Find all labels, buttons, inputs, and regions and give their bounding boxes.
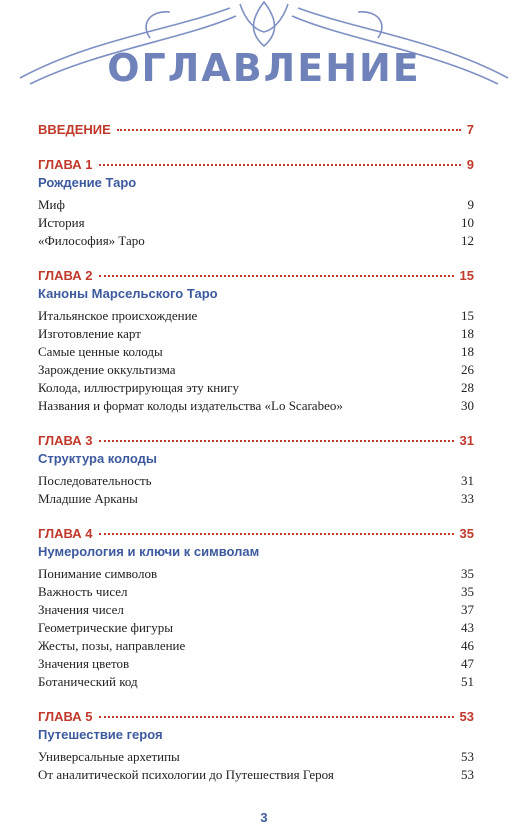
entry-page: 28 [461,380,474,395]
toc-entry[interactable] [38,472,474,490]
page-title: ОГЛАВЛЕНИЕ [107,46,421,90]
chapter-heading[interactable] [38,268,474,283]
chapter-subtitle: Путешествие героя [38,727,163,742]
entry-page: 53 [461,767,474,782]
dot-leader [117,129,461,131]
toc-entry[interactable] [38,379,474,397]
toc-entry[interactable] [38,655,474,673]
entry-title: Значения чисел [38,602,124,617]
toc-entry[interactable] [38,196,474,214]
chapter-heading[interactable] [38,157,474,172]
entry-title: Названия и формат колоды издательства «Lo Scarabeo» [38,398,343,413]
entry-page: 10 [461,215,474,230]
entry-title: Значения цветов [38,656,130,671]
dot-leader [99,164,461,166]
toc-entry[interactable] [38,673,474,691]
entry-title: Жесты, позы, направление [38,638,186,653]
chapter-subtitle: Каноны Марсельского Таро [38,286,218,301]
toc-chapter-1 [38,157,474,250]
toc-entry[interactable] [38,766,474,784]
toc-chapter-5 [38,709,474,784]
chapter-page: 31 [459,433,474,448]
chapter-subtitle: Нумерология и ключи к символам [38,544,260,559]
toc-entry[interactable] [38,361,474,379]
entry-title: Миф [38,197,65,212]
intro-page: 7 [466,122,474,137]
chapter-page: 35 [459,526,474,541]
entry-page: 18 [461,326,474,341]
entry-title: Геометрические фигуры [38,620,173,635]
entry-page: 35 [461,584,474,599]
intro-label: ВВЕДЕНИЕ [38,122,111,137]
entry-title: Младшие Арканы [38,491,138,506]
toc-entry[interactable] [38,214,474,232]
dot-leader [99,533,454,535]
toc-entry[interactable] [38,397,474,415]
chapter-page: 15 [459,268,474,283]
toc-entry[interactable] [38,619,474,637]
entry-page: 51 [461,674,474,689]
chapter-heading[interactable] [38,433,474,448]
toc-entry[interactable] [38,232,474,250]
entry-page: 18 [461,344,474,359]
chapter-heading[interactable] [38,526,474,541]
intro-heading[interactable] [38,122,474,137]
chapter-subtitle: Структура колоды [38,451,157,466]
toc-entry[interactable] [38,637,474,655]
dot-leader [99,275,454,277]
entry-page: 30 [461,398,474,413]
entry-page: 35 [461,566,474,581]
toc-entry[interactable] [38,325,474,343]
toc-entry[interactable] [38,490,474,508]
entry-title: Последовательность [38,473,152,488]
toc-chapter-3 [38,433,474,508]
entry-title: Важность чисел [38,584,128,599]
entry-page: 33 [461,491,474,506]
entry-title: История [38,215,85,230]
entry-page: 9 [467,197,474,212]
chapter-heading[interactable] [38,709,474,724]
entry-page: 53 [461,749,474,764]
toc-intro [38,122,474,137]
entry-title: От аналитической психологии до Путешествия Героя [38,767,334,782]
entry-page: 12 [461,233,474,248]
entry-page: 47 [461,656,474,671]
entry-title: Универсальные архетипы [38,749,180,764]
toc-entry[interactable] [38,748,474,766]
entry-title: Ботанический код [38,674,138,689]
entry-title: Колода, иллюстрирующая эту книгу [38,380,240,395]
entry-page: 31 [461,473,474,488]
toc-entry[interactable] [38,601,474,619]
chapter-subtitle: Рождение Таро [38,175,137,190]
toc-entry[interactable] [38,583,474,601]
entry-page: 37 [461,602,474,617]
page-number: 3 [260,810,268,825]
toc-chapter-2 [38,268,474,415]
chapter-label: ГЛАВА 2 [38,268,93,283]
chapter-page: 9 [466,157,474,172]
toc-entry[interactable] [38,565,474,583]
chapter-label: ГЛАВА 1 [38,157,93,172]
entry-page: 46 [461,638,474,653]
entry-title: Итальянское происхождение [38,308,198,323]
entry-page: 15 [461,308,474,323]
chapter-label: ГЛАВА 3 [38,433,93,448]
table-of-contents [38,122,474,802]
entry-title: Зарождение оккультизма [38,362,176,377]
toc-entry[interactable] [38,343,474,361]
entry-title: Понимание символов [38,566,158,581]
entry-page: 43 [461,620,474,635]
entry-page: 26 [461,362,474,377]
dot-leader [99,440,454,442]
chapter-page: 53 [459,709,474,724]
dot-leader [99,716,454,718]
chapter-label: ГЛАВА 4 [38,526,93,541]
toc-entry[interactable] [38,307,474,325]
chapter-label: ГЛАВА 5 [38,709,93,724]
toc-chapter-4 [38,526,474,691]
entry-title: Изготовление карт [38,326,141,341]
entry-title: Самые ценные колоды [38,344,163,359]
entry-title: «Философия» Таро [38,233,145,248]
